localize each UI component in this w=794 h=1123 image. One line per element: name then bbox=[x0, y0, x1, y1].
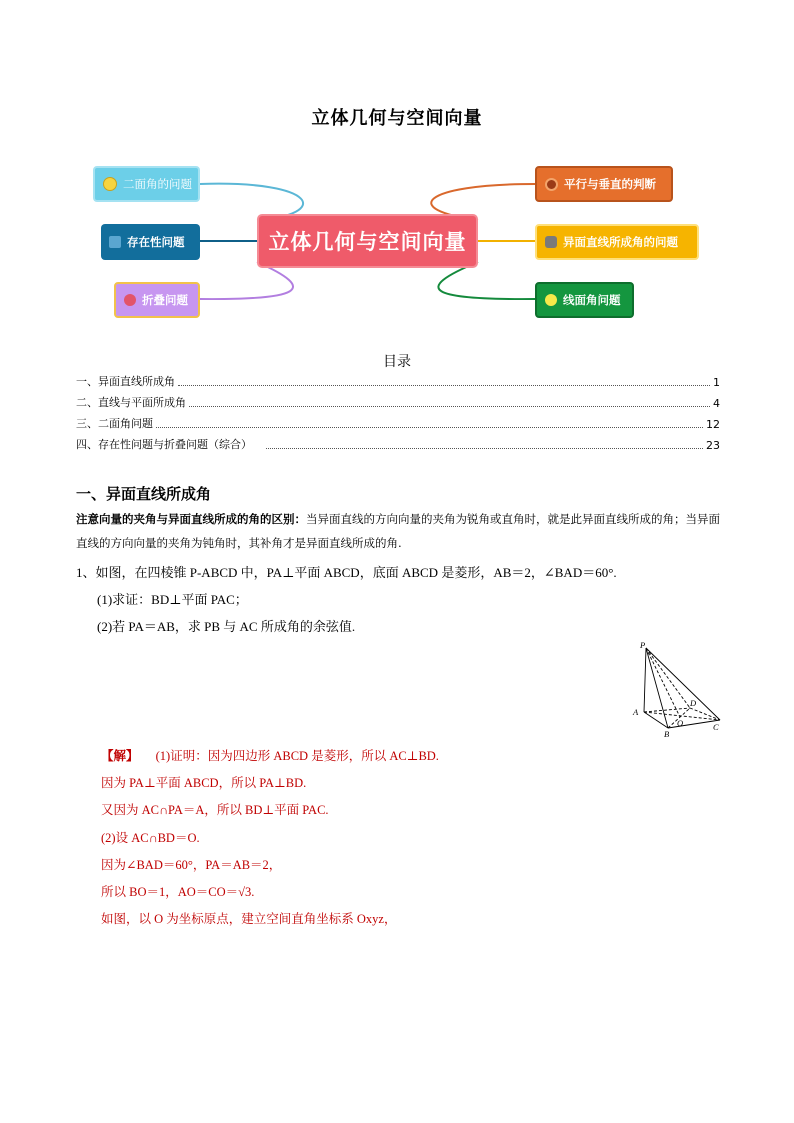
edge-PC bbox=[646, 648, 720, 720]
solution-line: 所以 BO＝1，AO＝CO＝√3. bbox=[101, 885, 255, 899]
mindmap-node-label: 折叠问题 bbox=[142, 293, 188, 307]
toc-item[interactable] bbox=[76, 436, 720, 452]
label-D: D bbox=[690, 698, 697, 708]
segment-PO bbox=[646, 648, 680, 717]
problem-question-1: (1)求证：BD⊥平面 PAC； bbox=[97, 592, 248, 607]
toc-leader bbox=[156, 427, 703, 428]
toc-item[interactable] bbox=[76, 394, 720, 410]
toc-item[interactable] bbox=[76, 373, 720, 389]
mindmap-center-node: 立体几何与空间向量 bbox=[257, 214, 478, 268]
problem-stem: 1、如图，在四棱锥 P-ABCD 中，PA⊥平面 ABCD，底面 ABCD 是菱形，AB＝2，∠BAD＝60°. bbox=[76, 565, 617, 580]
group-icon bbox=[545, 236, 557, 248]
label-O: O bbox=[677, 718, 684, 728]
palette-icon bbox=[124, 294, 136, 306]
note-text: 当异面直线的方向向量的夹角为锐角或直角时，就是此异面直线所成的角；当异面直线的方向向量的夹角为钝角时，其补角才是异面直线所成的角. bbox=[76, 512, 720, 550]
toc-title: 目录 bbox=[383, 354, 411, 370]
toc-item-label: 三、二面角问题 bbox=[76, 417, 153, 430]
solution-line: 如图，以 O 为坐标原点，建立空间直角坐标系 Oxyz， bbox=[101, 912, 397, 926]
mindmap-node-parallel-perpendicular bbox=[535, 166, 673, 202]
solution-line: 因为 PA⊥平面 ABCD，所以 PA⊥BD. bbox=[101, 776, 307, 790]
mindmap-node-line-plane-angle bbox=[535, 282, 634, 318]
label-C: C bbox=[713, 722, 719, 732]
mindmap-node-label: 线面角问题 bbox=[563, 293, 621, 307]
solution-line: (2)设 AC∩BD＝O. bbox=[101, 831, 200, 845]
mindmap-node-label: 二面角的问题 bbox=[123, 177, 192, 191]
bulb-icon bbox=[103, 177, 117, 191]
mindmap-node-dihedral bbox=[93, 166, 200, 202]
mindmap-node-label: 存在性问题 bbox=[127, 235, 185, 249]
mindmap-node-skew-lines-angle bbox=[535, 224, 699, 260]
solution-text: (1)证明：因为四边形 ABCD 是菱形，所以 AC⊥BD. bbox=[155, 749, 439, 763]
toc-leader bbox=[178, 385, 710, 386]
toc-item[interactable] bbox=[76, 415, 720, 431]
toc-item-label: 一、异面直线所成角 bbox=[76, 375, 175, 388]
solution-line-1 bbox=[101, 746, 439, 766]
label-A: A bbox=[633, 707, 639, 717]
toc-item-page: 4 bbox=[713, 397, 720, 410]
solution-tag: 【解】 bbox=[101, 749, 139, 763]
edge-PD bbox=[646, 648, 690, 708]
toc-item-page: 12 bbox=[706, 418, 720, 431]
pyramid-figure bbox=[628, 640, 728, 740]
solution-line: 因为∠BAD＝60°，PA＝AB＝2， bbox=[101, 858, 282, 872]
target-icon bbox=[545, 178, 558, 191]
toc-leader bbox=[266, 448, 703, 449]
puzzle-icon bbox=[109, 236, 121, 248]
edge-PA bbox=[644, 648, 646, 712]
problem-question-2: (2)若 PA＝AB，求 PB 与 AC 所成角的余弦值. bbox=[97, 619, 356, 634]
label-B: B bbox=[664, 729, 670, 739]
label-P: P bbox=[640, 640, 646, 650]
pin-icon bbox=[545, 294, 557, 306]
toc-item-label: 二、直线与平面所成角 bbox=[76, 396, 186, 409]
solution-line: 又因为 AC∩PA＝A，所以 BD⊥平面 PAC. bbox=[101, 803, 329, 817]
toc-item-label: 四、存在性问题与折叠问题（综合） bbox=[76, 438, 252, 451]
mindmap-node-existence bbox=[101, 224, 200, 260]
mindmap-node-folding bbox=[114, 282, 200, 318]
toc-item-page: 23 bbox=[706, 439, 720, 452]
page-title: 立体几何与空间向量 bbox=[311, 108, 483, 129]
section-note bbox=[76, 507, 720, 555]
note-emphasis: 注意向量的夹角与异面直线所成的角的区别： bbox=[76, 512, 306, 526]
mindmap-node-label: 平行与垂直的判断 bbox=[564, 177, 656, 191]
toc-leader bbox=[189, 406, 710, 407]
toc-item-page: 1 bbox=[713, 376, 720, 389]
mindmap-node-label: 异面直线所成角的问题 bbox=[563, 235, 678, 249]
section-heading: 一、异面直线所成角 bbox=[76, 485, 212, 503]
edge-AD bbox=[644, 708, 690, 712]
